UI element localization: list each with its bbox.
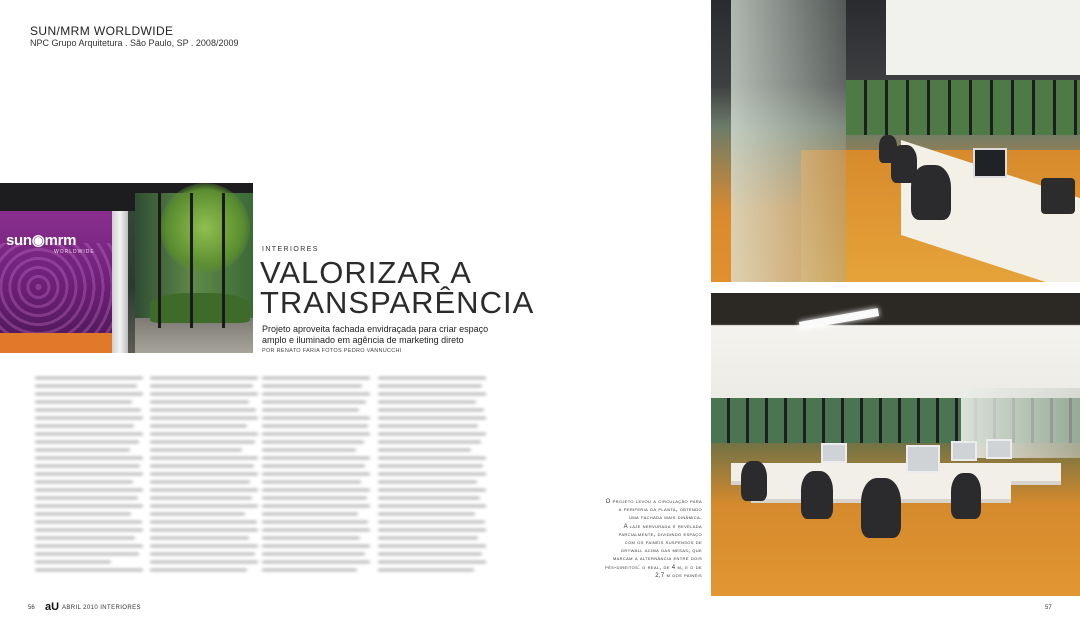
photo-mullion — [190, 193, 193, 328]
photo-logo-sign: sun◉mrm — [6, 232, 77, 249]
body-text-column — [35, 377, 143, 579]
photo-chair — [801, 471, 833, 519]
photo-telephone — [1041, 178, 1075, 214]
photo-monitor — [906, 445, 940, 473]
photo-tree — [160, 183, 250, 273]
photo-office-workstations — [711, 0, 1080, 282]
article-deck: Projeto aproveita fachada envidraçada para criar espaço amplo e iluminado em agência de marketing direto — [262, 324, 489, 345]
caption-line: com os painéis suspensos de — [624, 540, 702, 547]
caption-line: drywall acima das mesas, que — [621, 548, 702, 555]
caption-line: a periferia da planta, obtendo — [618, 507, 702, 514]
photo-glass-partition — [961, 388, 1080, 458]
photo-office-entrance — [0, 183, 253, 353]
photo-monitor — [951, 441, 977, 461]
photo-garden-ground — [135, 318, 253, 353]
body-text-column — [150, 377, 258, 579]
section-label: INTERIORES — [262, 246, 319, 253]
photo-garden-plants — [150, 293, 250, 323]
photo-chair — [861, 478, 901, 538]
photo-monitor — [986, 439, 1012, 459]
caption-line: marcam a alternância entre dois — [612, 556, 702, 563]
photo-monitor — [821, 443, 847, 463]
photo-glass-partition — [731, 0, 846, 282]
photo-column — [112, 211, 128, 353]
photo-caption — [585, 498, 702, 580]
photo-chair — [911, 165, 951, 220]
article-byline: POR RENATO FARIA FOTOS PEDRO VANNUCCHI — [262, 348, 402, 354]
photo-ceiling-panels — [711, 293, 1080, 398]
page-number-left: 56 — [28, 605, 35, 611]
photo-ceiling-panel — [886, 0, 1080, 75]
photo-window-wall — [846, 80, 1080, 135]
caption-line: 2,7 m dos painéis — [655, 572, 702, 579]
body-text-column — [378, 377, 486, 579]
issue-info: ABRIL 2010 INTERIORES — [62, 605, 141, 611]
project-title: SUN/MRM WORLDWIDE — [30, 24, 174, 38]
page-number-right: 57 — [1045, 605, 1052, 611]
photo-orange-floor — [0, 333, 128, 353]
caption-line: parcialmente, dividindo espaço — [618, 531, 702, 538]
photo-chair — [879, 135, 897, 163]
photo-chair — [951, 473, 981, 519]
body-text-column — [262, 377, 370, 579]
article-headline — [260, 255, 535, 320]
photo-mullion — [222, 193, 225, 328]
caption-line: A laje nervurada é revelada — [623, 523, 702, 530]
magazine-logo: aU — [45, 601, 60, 613]
headline-line: TRANSPARÊNCIA — [260, 285, 535, 320]
headline-line: VALORIZAR A — [260, 255, 472, 290]
caption-line: O projeto levou a circulação para — [605, 499, 702, 505]
photo-monitor — [973, 148, 1007, 178]
photo-mullion — [158, 193, 161, 328]
project-credits: NPC Grupo Arquitetura . São Paulo, SP . 2008/2009 — [30, 38, 239, 48]
photo-chair — [741, 461, 767, 501]
photo-logo-sign-subtitle: WORLDWIDE — [54, 249, 95, 255]
caption-line: uma fachada mais dinâmica. — [629, 515, 702, 522]
caption-line: pés-direitos: o real, de 4 m, e o de — [605, 564, 702, 571]
photo-open-office — [711, 293, 1080, 596]
